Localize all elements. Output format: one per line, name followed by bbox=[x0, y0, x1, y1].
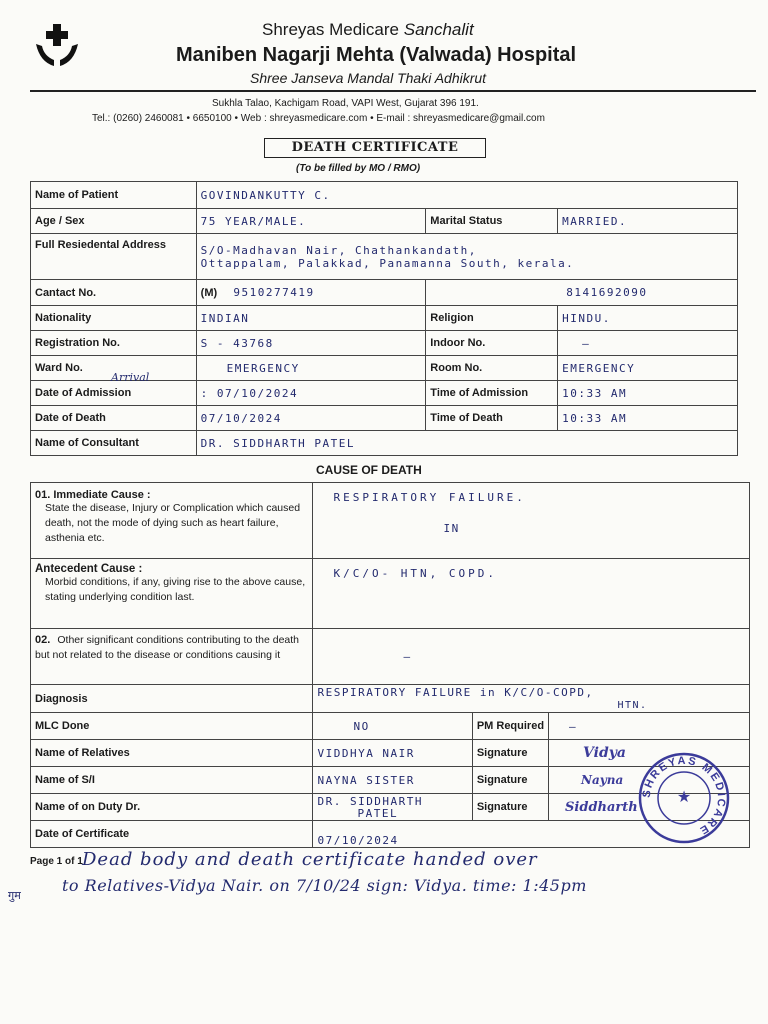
patient-details-table bbox=[30, 181, 738, 456]
table-row bbox=[31, 234, 738, 280]
other-conditions-cell bbox=[31, 629, 313, 685]
patient-name-value: GOVINDANKUTTY C. bbox=[196, 182, 737, 209]
immediate-cause-value bbox=[313, 483, 750, 559]
handover-note-line-1: Dead body and death certificate handed over bbox=[82, 849, 538, 870]
table-row bbox=[31, 182, 738, 209]
margin-mark: गुम bbox=[8, 890, 21, 902]
field-label: Full Resiedental Address bbox=[31, 234, 197, 280]
svg-text:★: ★ bbox=[676, 789, 692, 806]
field-label: Time of Admission bbox=[426, 381, 558, 406]
field-label: Name of S/I bbox=[31, 767, 313, 794]
hospital-name: Maniben Nagarji Mehta (Valwada) Hospital bbox=[176, 44, 577, 66]
document-subtitle: (To be filled by MO / RMO) bbox=[296, 163, 421, 174]
field-label: Date of Certificate bbox=[31, 821, 313, 848]
pm-value: — bbox=[549, 713, 750, 740]
diagnosis-line-2: HTN. bbox=[617, 699, 648, 711]
field-label: Diagnosis bbox=[31, 685, 313, 713]
table-row bbox=[31, 331, 738, 356]
document-title: DEATH CERTIFICATE bbox=[264, 138, 486, 158]
hospital-address: Sukhla Talao, Kachigam Road, VAPI West, Gujarat 396 191. bbox=[212, 98, 479, 109]
admission-annotation: Arrival bbox=[111, 371, 150, 384]
nationality-value: INDIAN bbox=[196, 306, 426, 331]
admission-date-value: : 07/10/2024 bbox=[196, 381, 426, 406]
consultant-value: DR. SIDDHARTH PATEL bbox=[196, 431, 737, 456]
field-label: Religion bbox=[426, 306, 558, 331]
field-label: Nationality bbox=[31, 306, 197, 331]
marital-status-value: MARRIED. bbox=[558, 209, 738, 234]
handover-note-line-2: to Relatives-Vidya Nair. on 7/10/24 sign: Vidya. time: 1:45pm bbox=[62, 876, 587, 895]
field-label: Name of Patient bbox=[31, 182, 197, 209]
table-row bbox=[31, 685, 750, 713]
field-label: Marital Status bbox=[426, 209, 558, 234]
mlc-value: NO bbox=[313, 713, 472, 740]
duty-dr-line-2: PATEL bbox=[357, 807, 399, 820]
antecedent-cause-value: K/C/O- HTN, COPD. bbox=[313, 559, 750, 629]
table-row bbox=[31, 280, 738, 306]
trust-name: Shree Janseva Mandal Thaki Adhikrut bbox=[250, 70, 487, 86]
table-row bbox=[31, 406, 738, 431]
header-divider bbox=[30, 90, 756, 92]
field-label: Time of Death bbox=[426, 406, 558, 431]
contact-value-1 bbox=[196, 280, 426, 306]
mobile-prefix: (M) bbox=[200, 287, 218, 299]
age-sex-value: 75 YEAR/MALE. bbox=[196, 209, 426, 234]
diagnosis-value bbox=[313, 685, 750, 713]
field-label: MLC Done bbox=[31, 713, 313, 740]
immediate-cause-cell bbox=[31, 483, 313, 559]
page-number: Page 1 of 1 bbox=[30, 856, 83, 867]
ward-value: EMERGENCY bbox=[196, 356, 426, 381]
other-conditions-heading: 02. bbox=[35, 634, 51, 646]
address-line-2: Ottappalam, Palakkad, Panamanna South, kerala. bbox=[200, 256, 575, 270]
table-row bbox=[31, 306, 738, 331]
duty-signature: Siddharth bbox=[565, 799, 638, 815]
field-label: Name of Relatives bbox=[31, 740, 313, 767]
stamp-text: SHREYAS MEDICARE bbox=[640, 754, 728, 838]
field-label: PM Required bbox=[472, 713, 548, 740]
table-row bbox=[31, 483, 750, 559]
table-row bbox=[31, 431, 738, 456]
immediate-cause-line-2: IN bbox=[443, 522, 460, 535]
other-conditions-value: — bbox=[313, 629, 750, 685]
field-label: Signature bbox=[472, 740, 548, 767]
field-label: Registration No. bbox=[31, 331, 197, 356]
field-label: Name of on Duty Dr. bbox=[31, 794, 313, 821]
registration-value: S - 43768 bbox=[196, 331, 426, 356]
hospital-logo-icon bbox=[32, 22, 82, 72]
table-row bbox=[31, 629, 750, 685]
table-row bbox=[31, 559, 750, 629]
sanchalit-line: Shreyas Medicare Sanchalit bbox=[262, 20, 474, 39]
duty-dr-value bbox=[313, 794, 472, 821]
table-row bbox=[31, 209, 738, 234]
field-label: Indoor No. bbox=[426, 331, 558, 356]
relative-signature: Vidya bbox=[583, 745, 626, 761]
cause-of-death-title: CAUSE OF DEATH bbox=[316, 463, 422, 477]
si-signature: Nayna bbox=[581, 773, 624, 787]
table-row bbox=[31, 713, 750, 740]
antecedent-cause-heading: Antecedent Cause : bbox=[35, 563, 143, 575]
field-label: Room No. bbox=[426, 356, 558, 381]
relatives-value: VIDDHYA NAIR bbox=[313, 740, 472, 767]
immediate-cause-heading: 01. Immediate Cause : bbox=[35, 489, 151, 501]
admission-label: Date of Admission bbox=[35, 387, 132, 399]
indoor-value: — bbox=[558, 331, 738, 356]
field-label: Age / Sex bbox=[31, 209, 197, 234]
field-label: Cantact No. bbox=[31, 280, 197, 306]
field-label: Date of Death bbox=[31, 406, 197, 431]
si-value: NAYNA SISTER bbox=[313, 767, 472, 794]
field-label: Ward No. bbox=[31, 356, 197, 381]
duty-dr-line-1: DR. SIDDHARTH bbox=[317, 795, 424, 808]
death-date-value: 07/10/2024 bbox=[196, 406, 426, 431]
field-label: Signature bbox=[472, 767, 548, 794]
cert-date-value: 07/10/2024 bbox=[313, 821, 750, 848]
hospital-stamp-icon bbox=[638, 752, 730, 844]
room-value: EMERGENCY bbox=[558, 356, 738, 381]
field-label: Name of Consultant bbox=[31, 431, 197, 456]
death-time-value: 10:33 AM bbox=[558, 406, 738, 431]
religion-value: HINDU. bbox=[558, 306, 738, 331]
address-value bbox=[196, 234, 737, 280]
diagnosis-line-1: RESPIRATORY FAILURE in K/C/O-COPD, bbox=[317, 685, 594, 699]
table-row bbox=[31, 381, 738, 406]
hospital-contact: Tel.: (0260) 2460081 • 6650100 • Web : shreyasmedicare.com • E-mail : shreyasmedicare@gmail.com bbox=[92, 113, 545, 124]
field-label-admission bbox=[31, 371, 197, 406]
immediate-cause-desc: State the disease, Injury or Complication which caused death, not the mode of dying such as heart failure, asthenia etc. bbox=[45, 502, 301, 544]
address-line-1: S/O-Madhavan Nair, Chathankandath, bbox=[200, 243, 477, 257]
other-conditions-desc: Other significant conditions contributing to the death but not related to the disease or conditions causing it bbox=[35, 634, 300, 661]
antecedent-cause-cell bbox=[31, 559, 313, 629]
field-label: Signature bbox=[472, 794, 548, 821]
contact-value-2: 8141692090 bbox=[426, 280, 738, 306]
antecedent-cause-desc: Morbid conditions, if any, giving rise to the above cause, stating underlying condition last. bbox=[45, 576, 306, 603]
admission-time-value: 10:33 AM bbox=[558, 381, 738, 406]
contact-number-1: 9510277419 bbox=[233, 286, 315, 299]
immediate-cause-line-1: RESPIRATORY FAILURE. bbox=[333, 491, 526, 504]
